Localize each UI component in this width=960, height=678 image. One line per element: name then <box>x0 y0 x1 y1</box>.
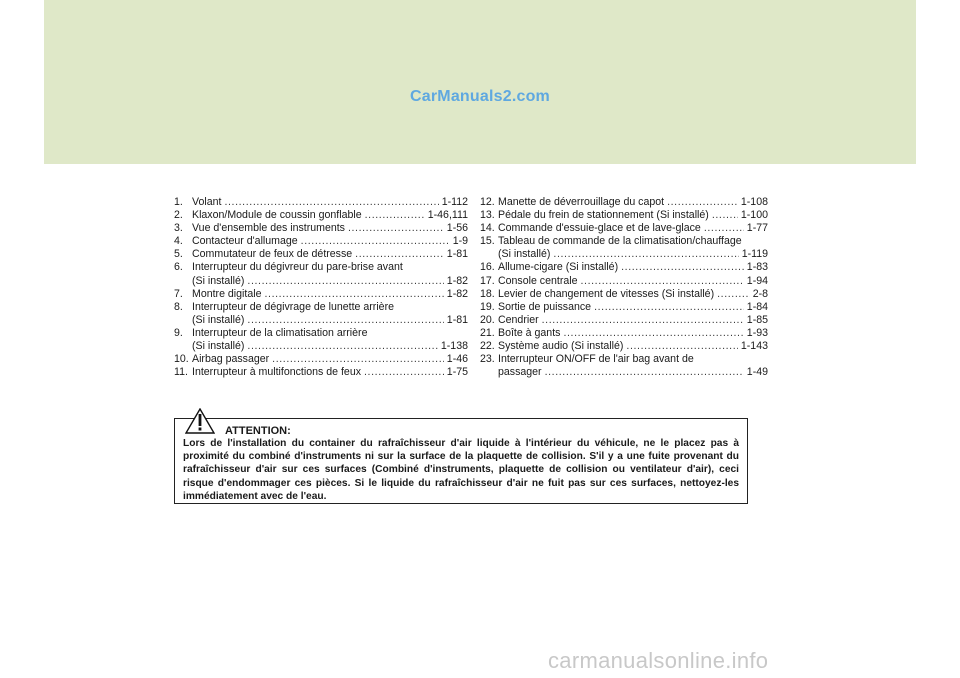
toc-entry <box>480 327 768 340</box>
toc-leader <box>626 340 737 353</box>
toc-text-continued: (Si installé) <box>192 274 245 287</box>
toc-page: 1-81 <box>446 313 468 326</box>
toc-page: 1-83 <box>746 261 768 274</box>
toc-left-column <box>174 196 468 379</box>
toc-text: Cendrier <box>498 313 539 326</box>
toc-number: 2. <box>174 209 183 222</box>
toc-leader <box>272 353 444 366</box>
toc-text: Volant <box>192 196 222 208</box>
toc-text: Interrupteur à multifonctions de feux <box>192 366 362 379</box>
toc-leader <box>621 261 744 274</box>
toc-entry <box>480 301 768 314</box>
toc-leader <box>542 314 744 327</box>
toc-page: 1-46,111 <box>427 209 468 222</box>
toc-text: Console centrale <box>498 274 578 287</box>
toc-leader <box>265 288 444 301</box>
toc-leader <box>224 196 438 209</box>
toc-leader <box>581 275 744 288</box>
toc-leader <box>247 340 437 353</box>
toc-entry <box>480 353 768 379</box>
toc-number: 10. <box>174 353 189 366</box>
toc-page: 1-138 <box>440 340 468 353</box>
toc-leader <box>247 314 443 327</box>
toc-page: 1-84 <box>746 300 768 313</box>
toc-leader <box>717 288 750 301</box>
toc-entry <box>174 327 468 353</box>
toc-page: 2-8 <box>752 287 768 300</box>
toc-text-continued: (Si installé) <box>192 313 245 326</box>
toc-entry <box>480 340 768 353</box>
toc-entry <box>480 235 768 261</box>
toc-text: Interrupteur de dégivrage de lunette arrière <box>192 300 394 313</box>
toc-number: 17. <box>480 274 495 287</box>
toc-number: 13. <box>480 209 495 222</box>
toc-entry <box>174 353 468 366</box>
attention-title: ATTENTION: <box>225 425 291 437</box>
toc-text: Pédale du frein de stationnement (Si installé) <box>498 209 709 222</box>
toc-entry <box>480 222 768 235</box>
toc-number: 6. <box>174 261 183 274</box>
toc-text: Commande d'essuie-glace et de lave-glace <box>498 222 701 235</box>
toc-number: 3. <box>174 222 183 235</box>
toc-right-column <box>480 196 768 379</box>
toc-number: 23. <box>480 353 495 366</box>
toc-text: Commutateur de feux de détresse <box>192 248 353 261</box>
toc-text: Montre digitale <box>192 287 262 300</box>
toc-entry <box>174 196 468 209</box>
toc-text: Levier de changement de vitesses (Si installé) <box>498 287 715 300</box>
toc-leader <box>594 301 744 314</box>
toc-leader <box>247 275 443 288</box>
toc-text: Klaxon/Module de coussin gonflable <box>192 209 362 222</box>
toc-leader <box>365 209 425 222</box>
toc-number: 14. <box>480 222 495 235</box>
toc-text: Vue d'ensemble des instruments <box>192 222 345 235</box>
toc-number: 15. <box>480 235 495 248</box>
toc-number: 9. <box>174 326 183 339</box>
toc-leader <box>355 248 444 261</box>
toc-text: Sortie de puissance <box>498 300 592 313</box>
attention-box <box>174 418 748 504</box>
toc-text: Allume-cigare (Si installé) <box>498 261 619 274</box>
toc-page: 1-77 <box>746 222 768 235</box>
toc-text: Système audio (Si installé) <box>498 340 624 353</box>
warning-triangle-icon <box>185 408 215 434</box>
toc-number: 8. <box>174 300 183 313</box>
toc-text-continued: passager <box>498 366 542 379</box>
toc-leader <box>704 222 744 235</box>
toc-entry <box>174 209 468 222</box>
toc-entry <box>174 288 468 301</box>
toc-text: Airbag passager <box>192 353 270 366</box>
toc-number: 7. <box>174 287 183 300</box>
toc-entry <box>174 301 468 327</box>
toc-number: 5. <box>174 248 183 261</box>
toc-number: 4. <box>174 235 183 248</box>
toc-number: 19. <box>480 300 495 313</box>
toc-page: 1-94 <box>746 274 768 287</box>
toc-number: 1. <box>174 196 183 208</box>
toc-entry <box>480 196 768 209</box>
toc-number: 22. <box>480 340 495 353</box>
toc-entry <box>480 314 768 327</box>
toc-page: 1-82 <box>446 287 468 300</box>
toc-page: 1-108 <box>740 196 768 208</box>
toc-text: Boîte à gants <box>498 326 561 339</box>
watermark-bottom[interactable]: carmanualsonline.info <box>548 648 769 673</box>
toc-text: Interrupteur de la climatisation arrière <box>192 326 368 339</box>
toc-page: 1-49 <box>746 366 768 379</box>
toc-number: 16. <box>480 261 495 274</box>
toc-page: 1-119 <box>741 248 768 261</box>
toc-page: 1-93 <box>746 326 768 339</box>
toc-entry <box>174 222 468 235</box>
toc-leader <box>553 248 738 261</box>
toc-entry <box>174 366 468 379</box>
toc-number: 20. <box>480 313 495 326</box>
toc-number: 11. <box>174 366 188 379</box>
toc-page: 1-46 <box>446 353 468 366</box>
toc-number: 18. <box>480 287 495 300</box>
toc-leader <box>712 209 738 222</box>
toc-entry <box>174 235 468 248</box>
toc-text: Manette de déverrouillage du capot <box>498 196 665 208</box>
toc-text-continued: (Si installé) <box>192 340 245 353</box>
toc-page: 1-82 <box>446 274 468 287</box>
toc-text: Interrupteur ON/OFF de l'air bag avant de <box>498 353 694 366</box>
toc-page: 1-81 <box>446 248 468 261</box>
toc-leader <box>667 196 738 209</box>
toc-page: 1-143 <box>740 340 768 353</box>
toc-entry <box>480 288 768 301</box>
toc-leader <box>301 235 450 248</box>
toc-entry <box>480 275 768 288</box>
toc-number: 21. <box>480 326 495 339</box>
toc-page: 1-112 <box>441 196 468 208</box>
toc-page: 1-9 <box>452 235 468 248</box>
toc-page: 1-85 <box>746 313 768 326</box>
header-band <box>44 0 916 164</box>
toc-text: Interrupteur du dégivreur du pare-brise avant <box>192 261 403 274</box>
toc-entry <box>174 261 468 287</box>
attention-body: Lors de l'installation du container du rafraîchisseur d'air liquide à l'intérieur du véhicule, ne le placez pas à proximité du combiné d'instruments ni sur la surface de la plaquette de collision. S'il y a une fuite provenant du rafraîchisseur d'air sur ces surfaces (Combiné d'instruments, plaquette de collision ou ventilateur d'air), ceci risque d'endommager ces pièces. Si le liquide du rafraîchisseur d'air ne fuit pas sur ces surfaces, nettoyez-les immédiatement avec de l'eau. <box>183 438 739 502</box>
toc-text: Contacteur d'allumage <box>192 235 298 248</box>
toc-text-continued: (Si installé) <box>498 248 551 261</box>
watermark-top[interactable]: CarManuals2.com <box>410 88 550 105</box>
toc-page: 1-56 <box>446 222 468 235</box>
toc-entry <box>480 209 768 222</box>
toc-leader <box>348 222 444 235</box>
toc-leader <box>563 327 743 340</box>
toc-entry <box>174 248 468 261</box>
toc-page: 1-75 <box>446 366 468 379</box>
toc-leader <box>364 366 444 379</box>
toc-page: 1-100 <box>740 209 768 222</box>
toc-entry <box>480 261 768 274</box>
toc-number: 12. <box>480 196 495 208</box>
toc-leader <box>545 366 744 379</box>
toc-text: Tableau de commande de la climatisation/chauffage <box>498 235 742 248</box>
